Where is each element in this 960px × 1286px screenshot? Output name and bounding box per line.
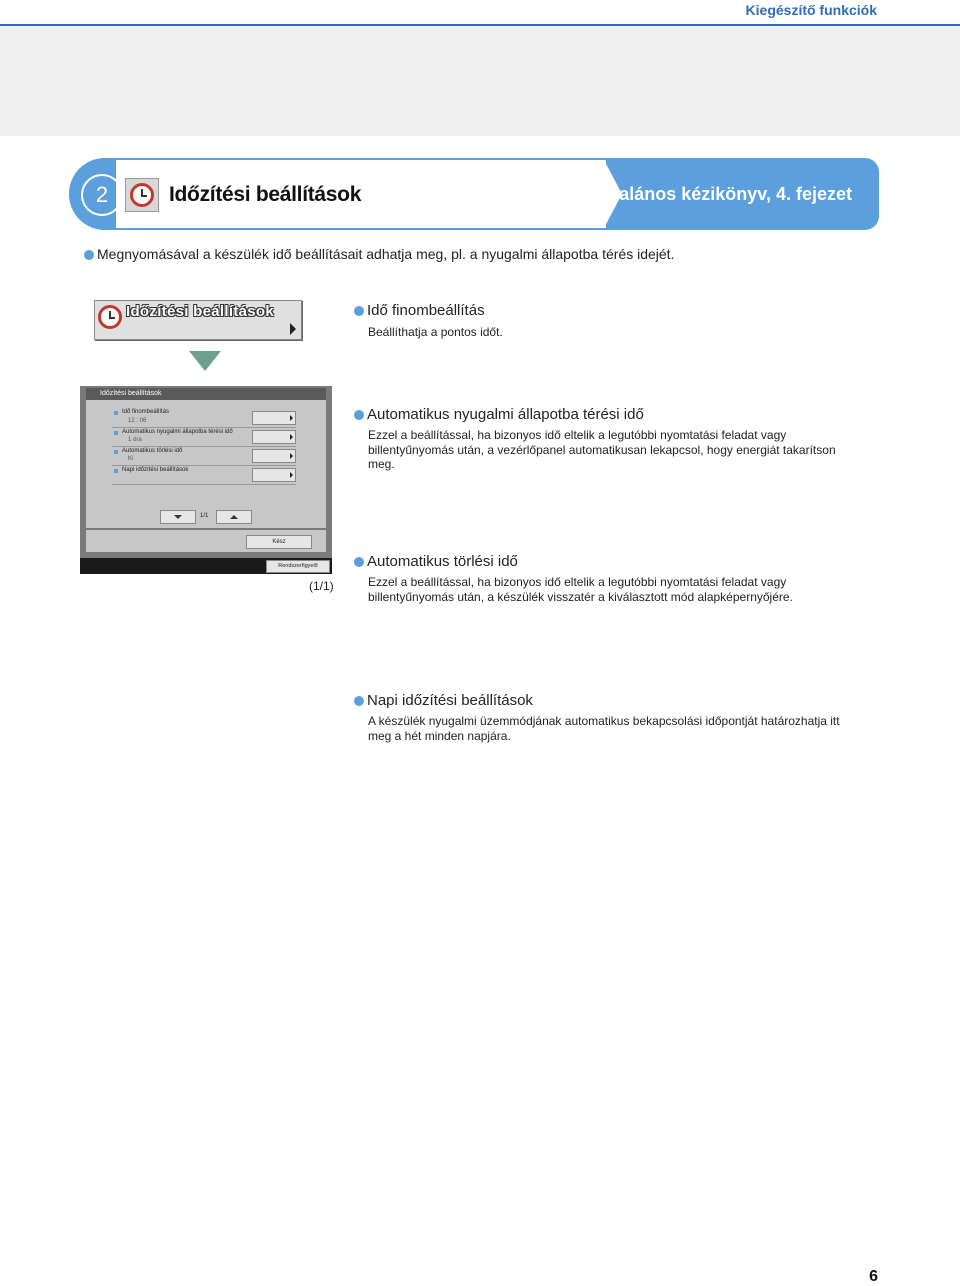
divider — [112, 446, 296, 447]
divider — [112, 484, 296, 485]
screen-item-value: 1 óra — [128, 437, 142, 443]
clock-icon — [98, 305, 122, 329]
item-bullet-icon — [114, 450, 118, 454]
item-bullet-icon — [114, 469, 118, 473]
bullet-icon — [354, 410, 364, 420]
section-label: Kiegészítő funkciók — [745, 2, 877, 18]
banner-reference: Általános kézikönyv, 4. fejezet — [595, 184, 852, 204]
section-title: Automatikus törlési idő — [354, 553, 518, 570]
chapter-number-badge — [69, 158, 117, 230]
divider — [112, 427, 296, 428]
bullet-icon — [354, 306, 364, 316]
bullet-icon — [84, 250, 94, 260]
screen-item-label: Automatikus nyugalmi állapotba térési idő — [122, 429, 233, 435]
key-arrow-icon — [290, 323, 296, 335]
intro-text: Megnyomásával a készülék idő beállításait adhatja meg, pl. a nyugalmi állapotba térés idejét. — [84, 246, 674, 262]
screen-item-label: Automatikus törlési idő — [122, 448, 183, 454]
screen-item-value: Ki — [128, 456, 134, 462]
screen-item-button[interactable] — [252, 468, 296, 482]
section-body: Beállíthatja a pontos időt. — [368, 325, 503, 339]
item-bullet-icon — [114, 431, 118, 435]
section-title: Automatikus nyugalmi állapotba térési idő — [354, 406, 644, 423]
screen-item-button[interactable] — [252, 430, 296, 444]
screen-item-value: 12 : 06 — [128, 418, 147, 424]
section-body: A készülék nyugalmi üzemmódjának automatikus bekapcsolási időpontját határozhatja itt meg a hét minden napjára. — [368, 714, 840, 743]
screen-item-button[interactable] — [252, 449, 296, 463]
screen-item-button[interactable] — [252, 411, 296, 425]
screen-page-label: (1/1) — [309, 579, 334, 593]
section-body: Ezzel a beállítással, ha bizonyos idő eltelik a legutóbbi nyomtatási feladat vagy billentyűnyomás után, a készülék visszatér a kiválasztott mód alapképernyőjére. — [368, 575, 793, 604]
screen-header: Időzítési beállítások — [86, 388, 326, 400]
screen-page-indicator: 1/1 — [200, 513, 209, 519]
down-arrow-icon — [189, 351, 221, 371]
bullet-icon — [354, 557, 364, 567]
screen-item-label: Napi időzítési beállítások — [122, 467, 189, 473]
section-title: Napi időzítési beállítások — [354, 692, 533, 709]
section-title: Idő finombeállítás — [354, 302, 485, 319]
bullet-icon — [354, 696, 364, 706]
timer-settings-key-label: Időzítési beállítások — [126, 303, 275, 320]
item-bullet-icon — [114, 411, 118, 415]
clock-icon — [125, 178, 159, 212]
page-up-button[interactable] — [216, 510, 252, 524]
divider — [112, 465, 296, 466]
page-down-button[interactable] — [160, 510, 196, 524]
screen-item-label: Idő finombeállítás — [122, 409, 170, 415]
chapter-number: 2 — [81, 174, 123, 216]
section-body: Ezzel a beállítással, ha bizonyos idő eltelik a legutóbbi nyomtatási feladat vagy billentyűnyomás után, a vezérlőpanel automatikusan lekapcsol, hogy energiát takarítson meg. — [368, 428, 836, 471]
ok-button[interactable]: Kész — [246, 535, 312, 549]
banner-title: Időzítési beállítások — [169, 183, 362, 206]
system-monitor-button[interactable]: Rendszerfigyelő — [266, 560, 330, 573]
header-grey-band — [0, 26, 960, 136]
page-number: 6 — [869, 1268, 878, 1285]
